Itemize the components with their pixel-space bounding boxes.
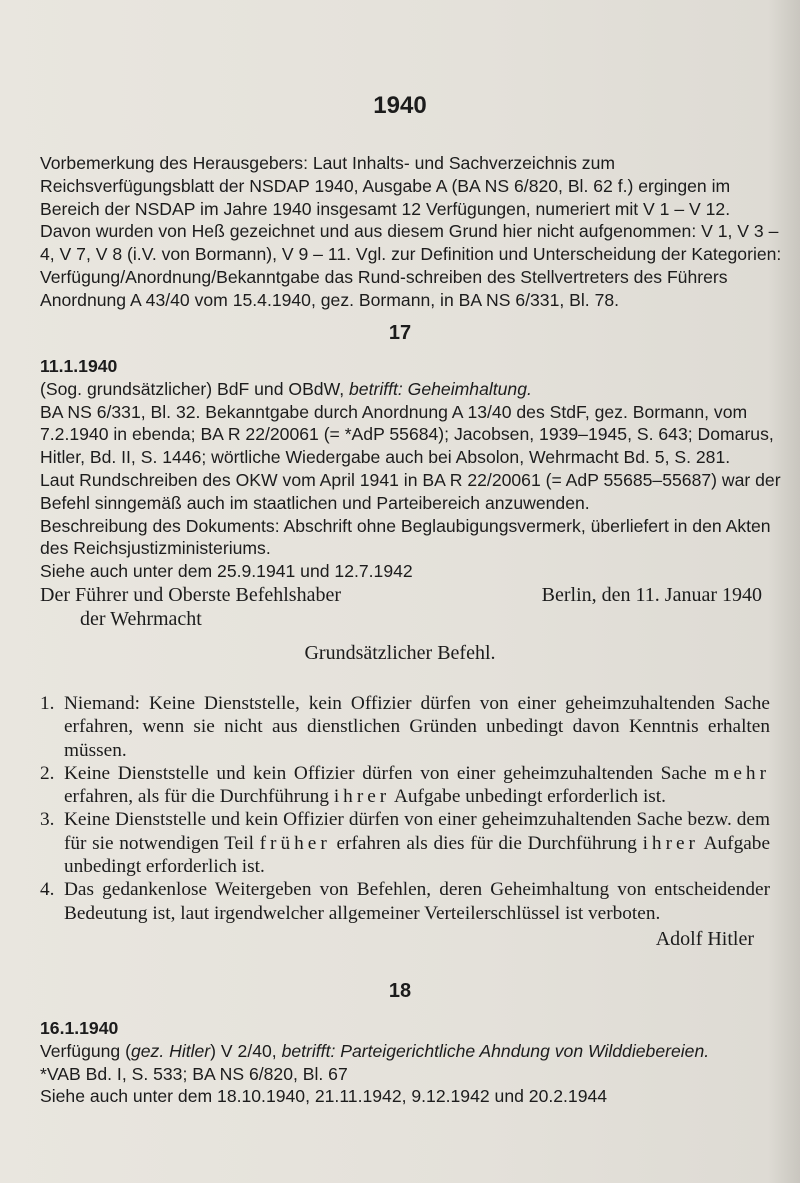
order-item-emphasis: mehr <box>714 762 770 784</box>
document-number-17: 17 <box>388 322 412 344</box>
order-item-number: 2. <box>40 762 55 784</box>
document-17-see-also: Siehe auch unter dem 25.9.1941 und 12.7.1942 <box>40 561 413 582</box>
document-17-subject: betrifft: Geheimhaltung. <box>349 378 532 399</box>
order-item <box>40 762 770 809</box>
document-17-sources: BA NS 6/331, Bl. 32. Bekanntgabe durch Anordnung A 13/40 des StdF, gez. Bormann, vom 7.2.1940 in ebenda; BA R 22/20061 (= *AdP 55684); Jacobsen, 1939–1945, S. 643; Domarus, Hitler, Bd. II, S. 1446; wörtliche Wiedergabe auch bei Absolon, Wehrmacht Bd. 5, S. 281. <box>40 401 774 468</box>
order-item-text-part: erfahren, als für die Durchführung <box>64 786 334 808</box>
document-18-sources: *VAB Bd. I, S. 533; BA NS 6/820, Bl. 67 <box>40 1063 348 1084</box>
order-item-number: 4. <box>40 879 55 901</box>
order-item-text <box>64 808 770 878</box>
page-title: 1940 <box>373 92 427 119</box>
document-17-type-line <box>40 378 785 401</box>
order-item-text: Das gedankenlose Weitergeben von Befehlen, deren Geheimhaltung von entscheidender Bedeutung ist, laut irgendwelcher allgemeiner Verteilerschlüssel ist verboten. <box>64 879 770 924</box>
order-place-date: Berlin, den 11. Januar 1940 <box>541 584 762 606</box>
document-17-date: 11.1.1940 <box>40 356 118 376</box>
order-item-text: Niemand: Keine Dienststelle, kein Offizier dürfen von einer geheimzuhaltenden Sache erfahren, wenn sie nicht aus dienstlichen Gründen unbedingt davon Kenntnis erhalten müssen. <box>64 693 770 761</box>
order-item <box>40 808 770 878</box>
order-issuer-line-1: Der Führer und Oberste Befehlshaber <box>40 584 342 606</box>
order-item-emphasis: ihrer <box>642 832 699 854</box>
document-18-date: 16.1.1940 <box>40 1018 119 1038</box>
document-17-circular-note: Laut Rundschreiben des OKW vom April 1941 in BA R 22/20061 (= AdP 55685–55687) war der Befehl sinngemäß auch im staatlichen und Parteibereich anzuwenden. <box>40 469 781 513</box>
order-header <box>40 583 762 631</box>
order-item-text-part: Aufgabe unbedingt erforderlich ist. <box>64 832 770 878</box>
order-item-text-part: Keine Dienststelle und kein Offizier dürfen von einer geheimzuhaltenden Sache <box>64 762 715 784</box>
document-18-see-also: Siehe auch unter dem 18.10.1940, 21.11.1942, 9.12.1942 und 20.2.1944 <box>40 1086 608 1107</box>
document-17-description: Beschreibung des Dokuments: Abschrift ohne Beglaubigungsvermerk, überliefert in den Akten des Reichsjustizministeriums. <box>40 515 771 559</box>
document-18-ref: ) V 2/40, <box>210 1040 282 1061</box>
order-item-emphasis: ihrer <box>333 786 391 808</box>
order-item-text-part: Keine Dienststelle und kein Offizier dürfen von einer geheimzuhaltenden Sache bezw. dem für sie notwendigen Teil <box>64 809 770 854</box>
document-18-signed-by: gez. Hitler <box>130 1040 211 1061</box>
editor-preface: Vorbemerkung des Herausgebers: Laut Inhalts- und Sachverzeichnis zum Reichsverfügungsblatt der NSDAP 1940, Ausgabe A (BA NS 6/820, Bl. 62 f.) ergingen im Bereich der NSDAP im Jahre 1940 insgesamt 12 Verfügungen, numeriert mit V 1 – V 12. Davon wurden von Heß gezeichnet und aus diesem Grund hier nicht aufgenommen: V 1, V 3 – 4, V 7, V 8 (i.V. von Bormann), V 9 – 11. Vgl. zur Definition und Unterscheidung der Kategorien: Verfügung/Anordnung/Bekanntgabe das Rund-schreiben des Stellvertreters des Führers Anordnung A 43/40 vom 15.4.1940, gez. Bormann, in BA NS 6/331, Bl. 78. <box>40 153 782 310</box>
document-18-subject: betrifft: Parteigerichtliche Ahndung von Wilddiebereien. <box>281 1040 710 1061</box>
order-item-text <box>64 762 770 809</box>
order-item <box>40 878 770 925</box>
order-item-text-part: erfahren als dies für die Durchführung <box>330 832 643 854</box>
order-signature: Adolf Hitler <box>655 928 754 950</box>
document-18-metadata <box>40 1017 785 1108</box>
order-title: Grundsätzlicher Befehl. <box>304 642 496 664</box>
document-17-metadata <box>40 355 785 583</box>
document-number-18: 18 <box>388 980 412 1002</box>
document-18-type-line <box>40 1040 785 1063</box>
document-17-type: (Sog. grundsätzlicher) BdF und OBdW, <box>40 378 350 399</box>
order-item-text-part: Aufgabe unbedingt erforderlich ist. <box>390 786 666 808</box>
order-item <box>40 692 770 762</box>
order-issuer-line-2: der Wehrmacht <box>80 608 202 630</box>
order-item-number: 3. <box>40 809 55 831</box>
order-item-number: 1. <box>40 693 55 714</box>
order-list <box>40 692 770 925</box>
order-item-emphasis: früher <box>259 832 331 854</box>
document-18-type: Verfügung ( <box>40 1040 131 1061</box>
